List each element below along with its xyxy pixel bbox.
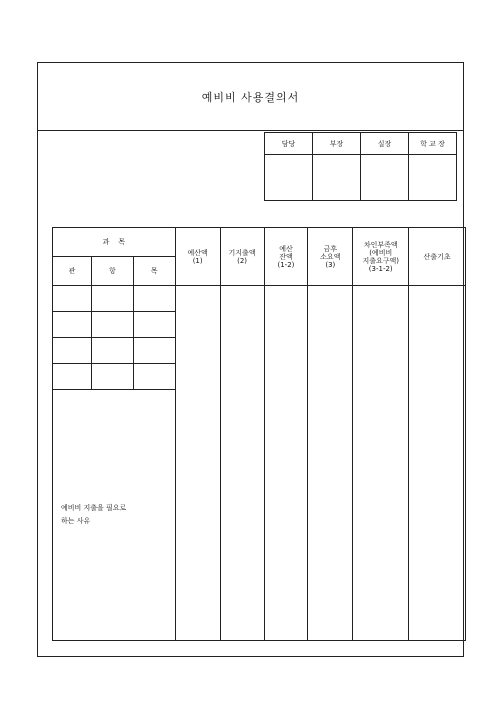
table-cell[interactable] bbox=[133, 312, 175, 338]
future-need-header: 금후 소요액 (3) bbox=[308, 228, 353, 286]
signature-cell-principal[interactable] bbox=[409, 155, 457, 201]
table-row bbox=[53, 286, 466, 312]
table-cell[interactable] bbox=[91, 364, 133, 390]
signature-cell-staff[interactable] bbox=[265, 155, 313, 201]
table-cell[interactable] bbox=[53, 338, 92, 364]
budget-amount-header: 예산액 (1) bbox=[175, 228, 220, 286]
table-cell[interactable] bbox=[53, 312, 92, 338]
document-title: 예비비 사용결의서 bbox=[201, 90, 300, 104]
table-cell[interactable] bbox=[133, 286, 175, 312]
approval-box bbox=[264, 132, 457, 201]
future-need-cell[interactable] bbox=[308, 286, 353, 641]
table-cell[interactable] bbox=[133, 364, 175, 390]
spent-amount-header: 기지출액 (2) bbox=[220, 228, 264, 286]
reason-label: 예비비 지출을 필요로 하는 사유 bbox=[53, 390, 176, 641]
table-cell[interactable] bbox=[91, 286, 133, 312]
calculation-basis-cell[interactable] bbox=[409, 286, 466, 641]
title-row bbox=[38, 63, 463, 131]
table-cell[interactable] bbox=[53, 286, 92, 312]
calculation-basis-header: 산출기초 bbox=[409, 228, 466, 286]
signature-cell-director[interactable] bbox=[313, 155, 361, 201]
approval-header-principal: 학 교 장 bbox=[409, 133, 457, 155]
table-cell[interactable] bbox=[91, 312, 133, 338]
budget-table bbox=[52, 227, 466, 641]
approval-header-staff: 담당 bbox=[265, 133, 313, 155]
table-cell[interactable] bbox=[91, 338, 133, 364]
signature-cell-manager[interactable] bbox=[361, 155, 409, 201]
account-mok-header: 목 bbox=[133, 257, 175, 286]
table-cell[interactable] bbox=[133, 338, 175, 364]
balance-header: 예산 잔액 (1-2) bbox=[264, 228, 308, 286]
approval-header-manager: 실장 bbox=[361, 133, 409, 155]
spent-amount-cell[interactable] bbox=[220, 286, 264, 641]
balance-cell[interactable] bbox=[264, 286, 308, 641]
approval-header-director: 부장 bbox=[313, 133, 361, 155]
account-group-header: 과 목 bbox=[53, 228, 176, 257]
shortfall-cell[interactable] bbox=[353, 286, 409, 641]
table-cell[interactable] bbox=[53, 364, 92, 390]
account-hang-header: 항 bbox=[91, 257, 133, 286]
account-gwan-header: 관 bbox=[53, 257, 92, 286]
shortfall-header: 차인부족액 (예비비 지출요구액) (3-1-2) bbox=[353, 228, 409, 286]
budget-amount-cell[interactable] bbox=[175, 286, 220, 641]
form-frame bbox=[37, 62, 464, 657]
